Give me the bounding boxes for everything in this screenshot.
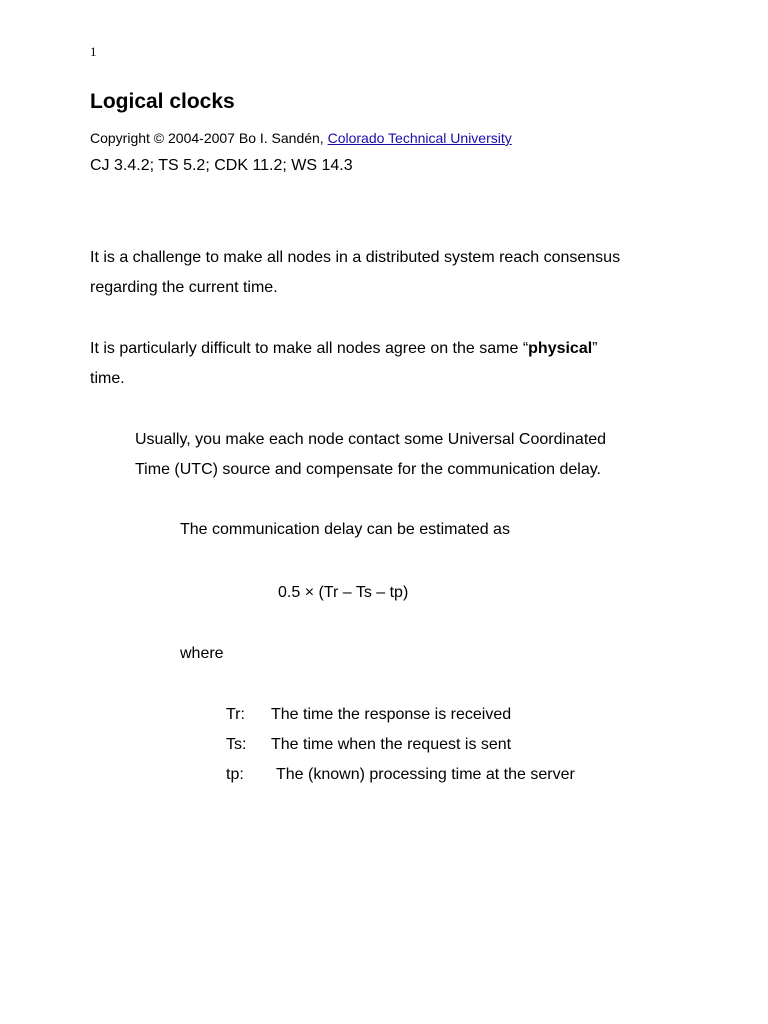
paragraph-2-text-before: It is particularly difficult to make all nodes agree on the same “ <box>90 340 529 357</box>
where-label: where <box>180 645 224 662</box>
paragraph-2-line-1 <box>90 339 598 359</box>
definition-term: Ts: <box>226 736 247 753</box>
copyright-line <box>90 130 512 146</box>
definition-term: Tr: <box>226 706 245 723</box>
physical-emphasis: physical <box>528 340 593 357</box>
paragraph-2-line-2: time. <box>90 370 125 387</box>
paragraph-3-line-2: Time (UTC) source and compensate for the communication delay. <box>135 461 601 478</box>
paragraph-1-line-2: regarding the current time. <box>90 279 278 296</box>
definition-term: tp: <box>226 766 244 783</box>
page-title: Logical clocks <box>90 90 235 113</box>
paragraph-4: The communication delay can be estimated as <box>180 521 510 538</box>
definition-description: The time the response is received <box>271 706 512 723</box>
paragraph-1-line-1: It is a challenge to make all nodes in a distributed system reach consensus <box>90 249 621 266</box>
page-number: 1 <box>90 44 97 59</box>
definition-description: The time when the request is sent <box>271 736 512 753</box>
copyright-text: Copyright © 2004-2007 Bo I. Sandén, <box>90 130 328 146</box>
delay-formula: 0.5 × (Tr – Ts – tp) <box>278 584 409 601</box>
definition-description: The (known) processing time at the server <box>276 766 575 783</box>
paragraph-2-text-after: ” <box>592 340 598 357</box>
university-link[interactable]: Colorado Technical University <box>327 130 512 146</box>
paragraph-3-line-1: Usually, you make each node contact some Universal Coordinated <box>135 431 607 448</box>
reference-list: CJ 3.4.2; TS 5.2; CDK 11.2; WS 14.3 <box>90 157 353 174</box>
